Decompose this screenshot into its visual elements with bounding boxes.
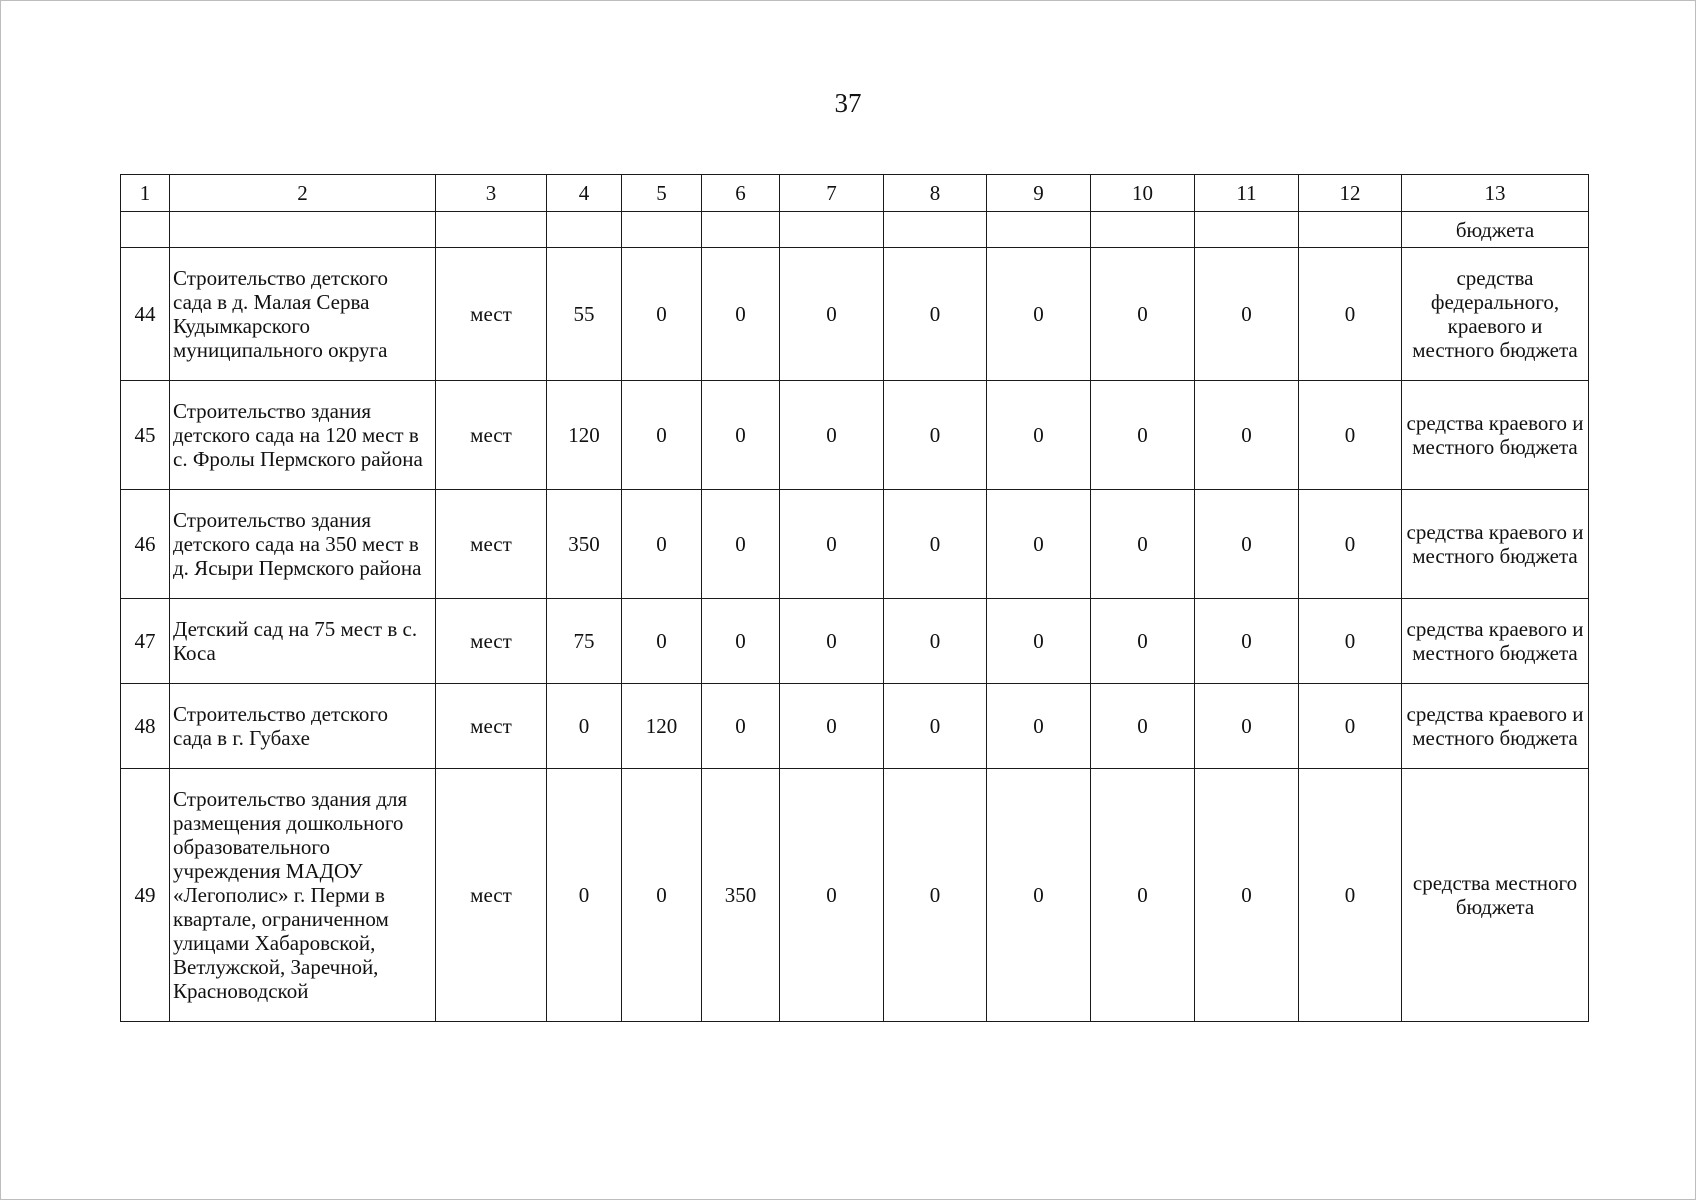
- value-cell: 0: [987, 684, 1091, 769]
- column-header: 9: [987, 175, 1091, 212]
- empty-cell: [436, 212, 547, 248]
- value-cell: 0: [884, 490, 987, 599]
- column-header: 10: [1091, 175, 1195, 212]
- project-name-cell: Строительство здания детского сада на 350 мест в д. Ясыри Пермского района: [170, 490, 436, 599]
- empty-cell: [702, 212, 780, 248]
- project-name-cell: Строительство детского сада в г. Губахе: [170, 684, 436, 769]
- page-number: 37: [834, 88, 862, 118]
- value-cell: 0: [1091, 769, 1195, 1022]
- value-cell: 0: [987, 490, 1091, 599]
- column-number-row: [121, 175, 1589, 212]
- value-cell: 0: [987, 381, 1091, 490]
- table-row: [121, 769, 1589, 1022]
- column-header: 7: [780, 175, 884, 212]
- value-cell: 0: [1299, 769, 1402, 1022]
- unit-cell: мест: [436, 381, 547, 490]
- row-number-cell: 48: [121, 684, 170, 769]
- continuation-row: [121, 212, 1589, 248]
- funding-source-cell: средства краевого и местного бюджета: [1402, 599, 1589, 684]
- table-row: [121, 684, 1589, 769]
- unit-cell: мест: [436, 684, 547, 769]
- project-name-cell: Строительство здания для размещения дошкольного образовательного учреждения МАДОУ «Легополис» г. Перми в квартале, ограниченном улицами Хабаровской, Ветлужской, Заречной, Красноводской: [170, 769, 436, 1022]
- budget-table: [120, 174, 1589, 1022]
- column-header: 3: [436, 175, 547, 212]
- value-cell: 0: [1299, 248, 1402, 381]
- empty-cell: [884, 212, 987, 248]
- unit-cell: мест: [436, 599, 547, 684]
- value-cell: 0: [622, 599, 702, 684]
- empty-cell: [780, 212, 884, 248]
- value-cell: 0: [1091, 599, 1195, 684]
- value-cell: 0: [1195, 684, 1299, 769]
- value-cell: 0: [987, 769, 1091, 1022]
- project-name-cell: Строительство здания детского сада на 120 мест в с. Фролы Пермского района: [170, 381, 436, 490]
- column-header: 6: [702, 175, 780, 212]
- value-cell: 0: [702, 599, 780, 684]
- value-cell: 55: [547, 248, 622, 381]
- funding-source-cell: средства федерального, краевого и местного бюджета: [1402, 248, 1589, 381]
- unit-cell: мест: [436, 248, 547, 381]
- column-header: 11: [1195, 175, 1299, 212]
- value-cell: 0: [1195, 248, 1299, 381]
- value-cell: 0: [1091, 684, 1195, 769]
- row-number-cell: 44: [121, 248, 170, 381]
- project-name-cell: Строительство детского сада в д. Малая Серва Кудымкарского муниципального округа: [170, 248, 436, 381]
- value-cell: 0: [780, 248, 884, 381]
- funding-source-cell: бюджета: [1402, 212, 1589, 248]
- column-header: 2: [170, 175, 436, 212]
- value-cell: 0: [547, 684, 622, 769]
- value-cell: 0: [622, 381, 702, 490]
- empty-cell: [1299, 212, 1402, 248]
- value-cell: 0: [702, 490, 780, 599]
- value-cell: 350: [702, 769, 780, 1022]
- value-cell: 0: [780, 381, 884, 490]
- empty-cell: [121, 212, 170, 248]
- value-cell: 0: [780, 769, 884, 1022]
- table-row: [121, 599, 1589, 684]
- empty-cell: [987, 212, 1091, 248]
- empty-cell: [1091, 212, 1195, 248]
- value-cell: 0: [1299, 490, 1402, 599]
- value-cell: 0: [622, 769, 702, 1022]
- value-cell: 0: [1091, 381, 1195, 490]
- value-cell: 0: [780, 490, 884, 599]
- column-header: 5: [622, 175, 702, 212]
- row-number-cell: 49: [121, 769, 170, 1022]
- empty-cell: [1195, 212, 1299, 248]
- value-cell: 75: [547, 599, 622, 684]
- value-cell: 0: [702, 684, 780, 769]
- table-row: [121, 490, 1589, 599]
- funding-source-cell: средства краевого и местного бюджета: [1402, 381, 1589, 490]
- row-number-cell: 45: [121, 381, 170, 490]
- value-cell: 0: [547, 769, 622, 1022]
- row-number-cell: 47: [121, 599, 170, 684]
- empty-cell: [547, 212, 622, 248]
- value-cell: 0: [884, 769, 987, 1022]
- funding-source-cell: средства краевого и местного бюджета: [1402, 684, 1589, 769]
- table-row: [121, 381, 1589, 490]
- empty-cell: [622, 212, 702, 248]
- value-cell: 0: [1299, 381, 1402, 490]
- value-cell: 0: [884, 248, 987, 381]
- value-cell: 0: [622, 490, 702, 599]
- value-cell: 350: [547, 490, 622, 599]
- column-header: 12: [1299, 175, 1402, 212]
- unit-cell: мест: [436, 769, 547, 1022]
- column-header: 8: [884, 175, 987, 212]
- value-cell: 0: [987, 248, 1091, 381]
- value-cell: 0: [884, 381, 987, 490]
- column-header: 1: [121, 175, 170, 212]
- project-name-cell: Детский сад на 75 мест в с. Коса: [170, 599, 436, 684]
- value-cell: 0: [1091, 248, 1195, 381]
- funding-source-cell: средства местного бюджета: [1402, 769, 1589, 1022]
- value-cell: 0: [1195, 599, 1299, 684]
- row-number-cell: 46: [121, 490, 170, 599]
- column-header: 13: [1402, 175, 1589, 212]
- value-cell: 0: [780, 599, 884, 684]
- value-cell: 0: [622, 248, 702, 381]
- table-row: [121, 248, 1589, 381]
- value-cell: 0: [884, 599, 987, 684]
- value-cell: 0: [702, 381, 780, 490]
- funding-source-cell: средства краевого и местного бюджета: [1402, 490, 1589, 599]
- value-cell: 0: [1299, 599, 1402, 684]
- value-cell: 0: [884, 684, 987, 769]
- value-cell: 0: [1195, 381, 1299, 490]
- value-cell: 0: [987, 599, 1091, 684]
- empty-cell: [170, 212, 436, 248]
- column-header: 4: [547, 175, 622, 212]
- value-cell: 0: [1195, 490, 1299, 599]
- value-cell: 0: [1195, 769, 1299, 1022]
- value-cell: 120: [547, 381, 622, 490]
- value-cell: 0: [780, 684, 884, 769]
- value-cell: 120: [622, 684, 702, 769]
- value-cell: 0: [1299, 684, 1402, 769]
- value-cell: 0: [702, 248, 780, 381]
- value-cell: 0: [1091, 490, 1195, 599]
- unit-cell: мест: [436, 490, 547, 599]
